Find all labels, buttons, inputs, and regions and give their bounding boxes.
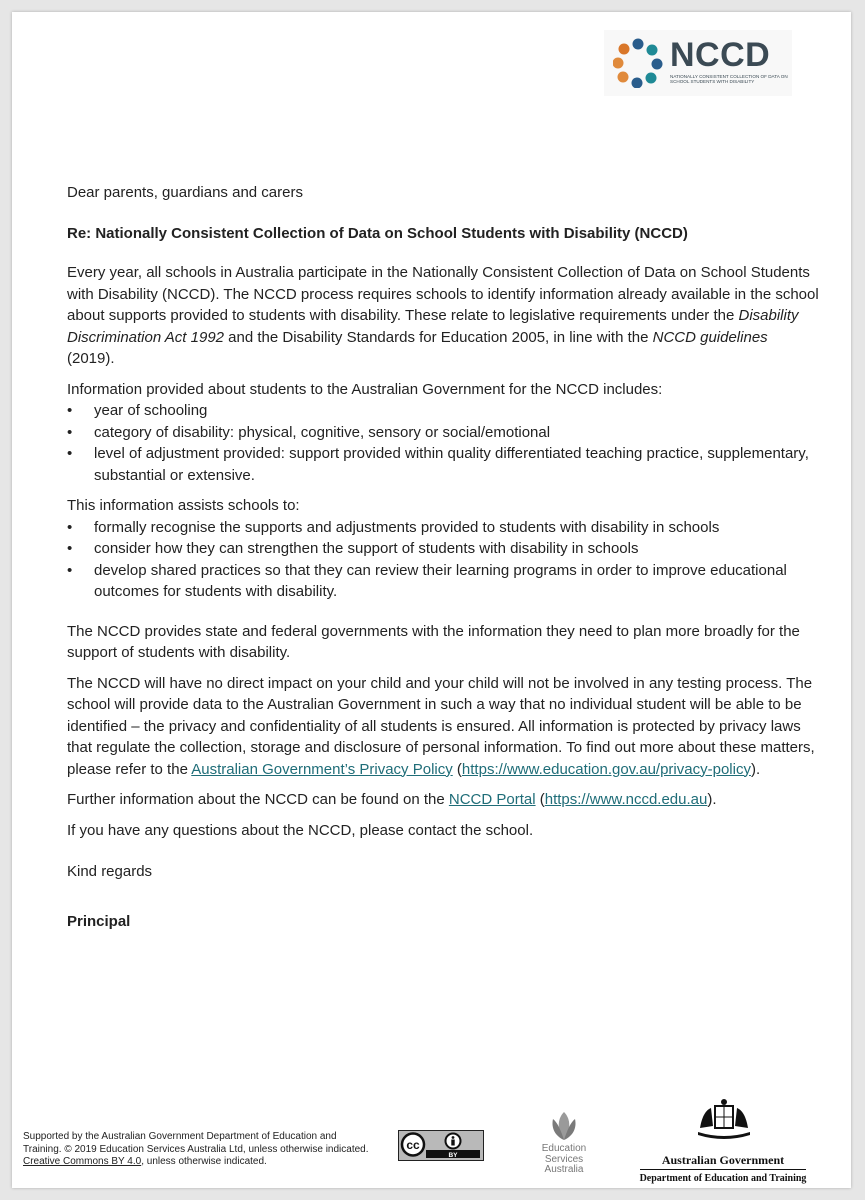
list-item: • consider how they can strengthen the support of students with disability in schools xyxy=(67,538,819,560)
svg-text:cc: cc xyxy=(406,1138,420,1152)
creative-commons-link[interactable]: Creative Commons BY 4.0 xyxy=(23,1156,142,1167)
list-item: • level of adjustment provided: support provided within quality differentiated teaching practice, supplementary, substantial or extensive. xyxy=(67,443,819,486)
cc-by-icon xyxy=(399,1131,482,1159)
gov-department: Department of Education and Training xyxy=(639,1173,807,1184)
esa-label: Education Services Australia xyxy=(541,1143,587,1175)
footer-note: Supported by the Australian Government Department of Education and Training. © 2019 Education Services Australia Ltd, unless otherwise indicated. Creative Commons BY 4.0, unless otherwise indicated. xyxy=(23,1131,369,1167)
act-title: Disability Discrimination Act 1992 xyxy=(67,307,799,346)
list2-intro: This information assists schools to: xyxy=(67,497,300,514)
list-item: • category of disability: physical, cognitive, sensory or social/emotional xyxy=(67,422,819,444)
nccd-url-link[interactable]: https://www.nccd.edu.au xyxy=(544,791,708,808)
list-item: • year of schooling xyxy=(67,400,819,422)
paragraph-governments: The NCCD provides state and federal governments with the information they need to plan more broadly for the support of students with disability. xyxy=(67,622,800,661)
paragraph-questions: If you have any questions about the NCCD, please contact the school. xyxy=(67,821,534,839)
creative-commons-badge xyxy=(398,1130,484,1161)
list-item: • develop shared practices so that they can review their learning programs in order to improve educational outcomes for students with disability. xyxy=(67,560,819,603)
assists-list xyxy=(67,517,819,603)
paragraph-intro: Every year, all schools in Australia participate in the Nationally Consistent Collection of Data on School Students with Disability (NCCD). The NCCD process requires schools to identify information already available in the school about supports provided to students with disability. These relate to legislative requirements under the Disability Discrimination Act 1992 and the Disability Standards for Education 2005, in line with the NCCD guidelines (2019). xyxy=(67,264,819,367)
esa-logo xyxy=(530,1108,598,1184)
list-item: • formally recognise the supports and adjustments provided to students with disability in schools xyxy=(67,517,819,539)
subject-line: Re: Nationally Consistent Collection of Data on School Students with Disability (NCCD) xyxy=(67,224,688,242)
logo-subtitle: NATIONALLY CONSISTENT COLLECTION OF DATA ON SCHOOL STUDENTS WITH DISABILITY xyxy=(670,74,788,85)
coat-of-arms-icon xyxy=(694,1098,754,1142)
gov-title: Australian Government xyxy=(661,1153,785,1167)
signature: Principal xyxy=(67,912,131,930)
privacy-policy-link[interactable]: Australian Government’s Privacy Policy xyxy=(191,760,453,778)
closing: Kind regards xyxy=(67,863,153,880)
letter-body xyxy=(67,182,819,941)
salutation: Dear parents, guardians and carers xyxy=(67,184,303,201)
nccd-portal-link[interactable]: NCCD Portal xyxy=(448,791,536,808)
list1-intro: Information provided about students to the Australian Government for the NCCD includes: xyxy=(67,380,663,398)
privacy-url-link[interactable]: https://www.education.gov.au/privacy-policy xyxy=(461,760,751,778)
gov-divider xyxy=(640,1169,806,1170)
letter-page xyxy=(12,12,851,1188)
paragraph-privacy: The NCCD will have no direct impact on your child and your child will not be involved in any testing process. The school will provide data to the Australian Government in such a way that no individual student will be able to be identified – the privacy and confidentiality of all students is ensured. All information is protected by privacy laws that regulate the collection, storage and disclosure of personal information. To find out more about these matters, please refer to the Australian Government’s Privacy Policy (https://www.education.gov.au/privacy-policy). xyxy=(67,674,815,778)
paragraph-portal: Further information about the NCCD can be found on the NCCD Portal (https://www.nccd.edu.au). xyxy=(67,791,717,808)
svg-text:BY: BY xyxy=(448,1152,458,1159)
australian-government-logo xyxy=(638,1098,808,1188)
esa-flower-icon xyxy=(530,1108,598,1144)
information-list xyxy=(67,400,819,486)
nccd-ring-icon xyxy=(613,38,663,88)
nccd-logo xyxy=(604,30,792,96)
guidelines-title: NCCD guidelines xyxy=(652,328,768,346)
logo-wordmark: NCCD xyxy=(670,36,771,74)
